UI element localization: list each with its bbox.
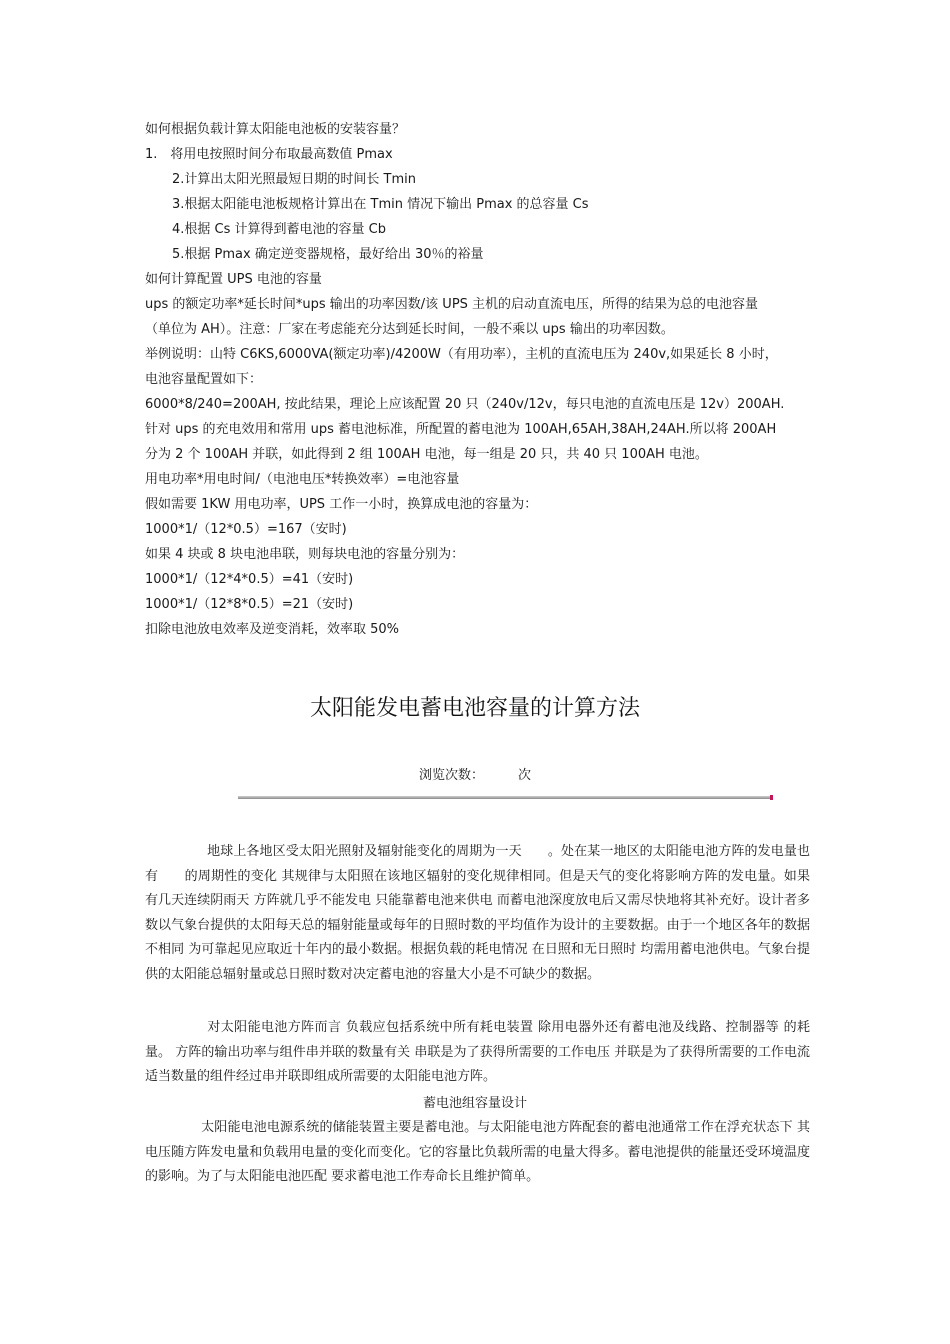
calc-2: 1000*1/（12*4*0.5）=41（安时) — [145, 572, 354, 587]
efficiency-note: 扣除电池放电效率及逆变消耗，效率取 50% — [145, 622, 400, 637]
article-paragraph-2 — [145, 1016, 810, 1090]
view-count — [0, 765, 950, 787]
step-3: 3.根据太阳能电池板规格计算出在 Tmin 情况下输出 Pmax 的总容量 Cs — [172, 197, 589, 212]
example-line-5: 分为 2 个 100AH 并联，如此得到 2 组 100AH 电池，每一组是 20 只，共 40 只 100AH 电池。 — [145, 447, 708, 462]
step-2: 2.计算出太阳光照最短日期的时间长 Tmin — [172, 172, 416, 187]
example-line-2: 电池容量配置如下： — [145, 372, 263, 387]
paragraph-3-text: 太阳能电池电源系统的储能装置主要是蓄电池。与太阳能电池方阵配套的蓄电池通常工作在浮充状态下 其电压随方阵发电量和负载用电量的变化而变化。它的容量比负载所需的电量大得多。蓄电池提供的能量还受环境温度的影响。为了与太阳能电池匹配 要求蓄电池工作寿命长且维护简单。 — [145, 1120, 810, 1185]
question-solar-panel-capacity: 如何根据负载计算太阳能电池板的安装容量？ — [145, 122, 406, 137]
step-4: 4.根据 Cs 计算得到蓄电池的容量 Cb — [172, 222, 386, 237]
article-paragraph-3 — [145, 1116, 810, 1190]
step-5: 5.根据 Pmax 确定逆变器规格，最好给出 30％的裕量 — [172, 247, 484, 262]
section-subheading: 蓄电池组容量设计 — [422, 1096, 527, 1111]
capacity-formula: 用电功率*用电时间/（电池电压*转换效率）=电池容量 — [145, 472, 460, 487]
article-paragraph-1 — [145, 840, 810, 988]
views-label: 浏览次数： — [418, 768, 484, 783]
calc-1: 1000*1/（12*0.5）=167（安时) — [145, 522, 347, 537]
article-title: 太阳能发电蓄电池容量的计算方法 — [309, 696, 640, 721]
series-intro: 如果 4 块或 8 块电池串联，则每块电池的容量分别为： — [145, 547, 465, 562]
views-unit: 次 — [518, 768, 532, 783]
calc-3: 1000*1/（12*8*0.5）=21（安时) — [145, 597, 354, 612]
question-ups-battery: 如何计算配置 UPS 电池的容量 — [145, 272, 322, 287]
example-line-1: 举例说明：山特 C6KS,6000VA(额定功率)/4200W（有用功率），主机的直流电压为 240v,如果延长 8 小时， — [145, 347, 778, 362]
ups-formula-line-2: （单位为 AH）。注意：厂家在考虑能充分达到延长时间，一般不乘以 ups 输出的功率因数。 — [145, 322, 674, 337]
paragraph-2-text: 对太阳能电池方阵而言 负载应包括系统中所有耗电装置 除用电器外还有蓄电池及线路、控制器等 的耗量。 方阵的输出功率与组件串并联的数量有关 串联是为了获得所需要的工作电压 并联是为了获得所需要的工作电流 适当数量的组件经过串并联即组成所需要的太阳能电池方阵。 — [145, 1020, 810, 1085]
step-1: 1. 将用电按照时间分布取最高数值 Pmax — [145, 147, 393, 162]
ups-formula-line-1: ups 的额定功率*延长时间*ups 输出的功率因数/该 UPS 主机的启动直流电压，所得的结果为总的电池容量 — [145, 297, 759, 312]
example-line-3: 6000*8/240=200AH, 按此结果，理论上应该配置 20 只（240v/12v，每只电池的直流电压是 12v）200AH. — [145, 397, 785, 412]
example-line-4: 针对 ups 的充电效用和常用 ups 蓄电池标准，所配置的蓄电池为 100AH,65AH,38AH,24AH.所以将 200AH — [145, 422, 777, 437]
paragraph-1-text: 地球上各地区受太阳光照射及辐射能变化的周期为一天 。处在某一地区的太阳能电池方阵的发电量也有 的周期性的变化 其规律与太阳照在该地区辐射的变化规律相同。但是天气的变化将影响方阵的发电量。如果有几天连续阴雨天 方阵就几乎不能发电 只能靠蓄电池来供电 而蓄电池深度放电后又需尽快地将其补充好。设计者多数以气象台提供的太阳每天总的辐射能量或每年的日照时数的平均值作为设计的主要数据。由于一个地区各年的数据不相同 为可靠起见应取近十年内的最小数据。根据负载的耗电情况 在日照和无日照时 均需用蓄电池供电。气象台提供的太阳能总辐射量或总日照时数对决定蓄电池的容量大小是不可缺少的数据。 — [145, 844, 810, 982]
assumption-line: 假如需要 1KW 用电功率，UPS 工作一小时，换算成电池的容量为： — [145, 497, 538, 512]
title-divider — [238, 796, 772, 799]
